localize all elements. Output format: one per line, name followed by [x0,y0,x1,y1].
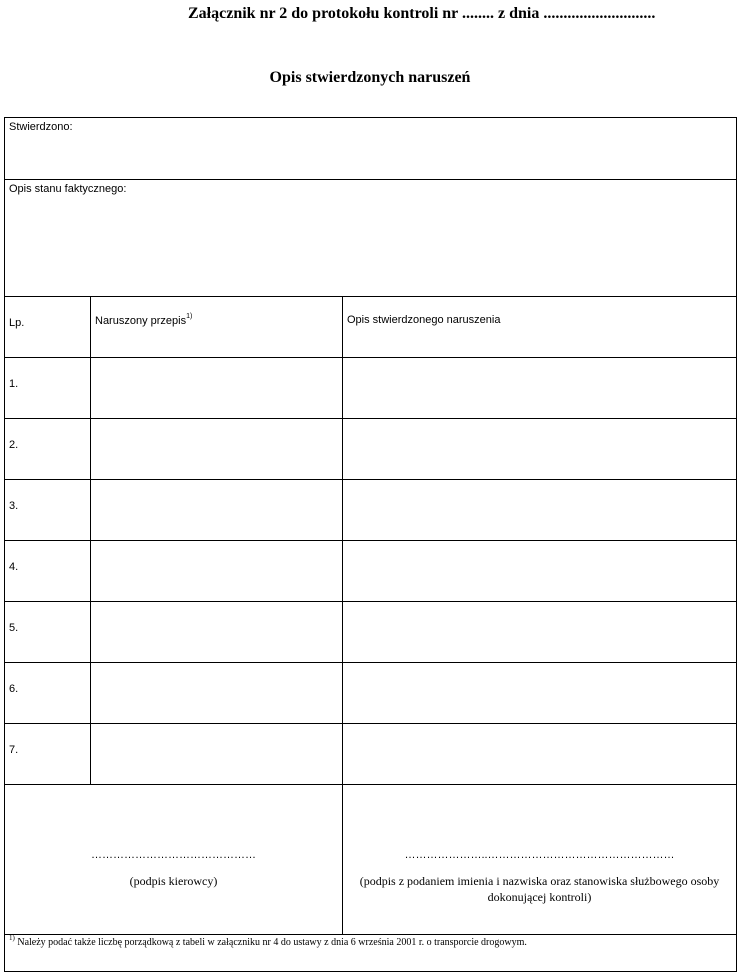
table-row [5,480,736,541]
row-lp: 3. [5,480,91,540]
opis-cell[interactable] [343,419,736,479]
przepis-cell[interactable] [91,358,343,418]
opis-cell[interactable] [343,663,736,723]
driver-signature-box[interactable] [5,785,343,934]
row-lp: 5. [5,602,91,662]
opis-stanu-label: Opis stanu faktycznego: [9,183,127,195]
violations-form [4,117,737,972]
signature-line: …………………..…………………………………………… [404,849,675,861]
przepis-cell[interactable] [91,419,343,479]
table-row [5,541,736,602]
row-lp: 2. [5,419,91,479]
przepis-cell[interactable] [91,480,343,540]
table-row [5,419,736,480]
row-lp: 6. [5,663,91,723]
signature-line: ……………………………………… [91,849,256,861]
header-lp: Lp. [5,297,91,357]
przepis-cell[interactable] [91,724,343,784]
opis-stanu-field[interactable] [5,180,736,297]
table-row [5,724,736,785]
opis-cell[interactable] [343,358,736,418]
header-opis: Opis stwierdzonego naruszenia [347,314,501,326]
stwierdzono-field[interactable] [5,118,736,180]
opis-cell[interactable] [343,480,736,540]
row-lp: 4. [5,541,91,601]
row-lp: 7. [5,724,91,784]
stwierdzono-label: Stwierdzono: [9,121,73,133]
opis-cell[interactable] [343,541,736,601]
document-subtitle: Opis stwierdzonych naruszeń [269,69,471,86]
footnote-mark: 1) [186,313,193,320]
table-header-row [5,297,736,358]
przepis-cell[interactable] [91,602,343,662]
row-lp: 1. [5,358,91,418]
inspector-signature-caption: (podpis z podaniem imienia i nazwiska oraz stanowiska służbowego osoby dokonującej kontroli) [359,874,720,904]
przepis-cell[interactable] [91,663,343,723]
table-row [5,663,736,724]
footnote-text: Należy podać także liczbę porządkową z tabeli w załączniku nr 4 do ustawy z dnia 6 września 2001 r. o transporcie drogowym. [17,937,527,948]
opis-cell[interactable] [343,724,736,784]
header-przepis [91,297,343,357]
opis-cell[interactable] [343,602,736,662]
footnote [9,934,527,948]
header-przepis-label: Naruszony przepis [95,315,187,327]
footnote-marker: 1) [9,934,15,942]
table-row [5,358,736,419]
driver-signature-caption: (podpis kierowcy) [129,874,218,888]
inspector-signature-box[interactable] [343,785,736,934]
signature-section [5,785,736,935]
document-title: Załącznik nr 2 do protokołu kontroli nr ........ z dnia ............................ [188,5,656,22]
table-row [5,602,736,663]
przepis-cell[interactable] [91,541,343,601]
